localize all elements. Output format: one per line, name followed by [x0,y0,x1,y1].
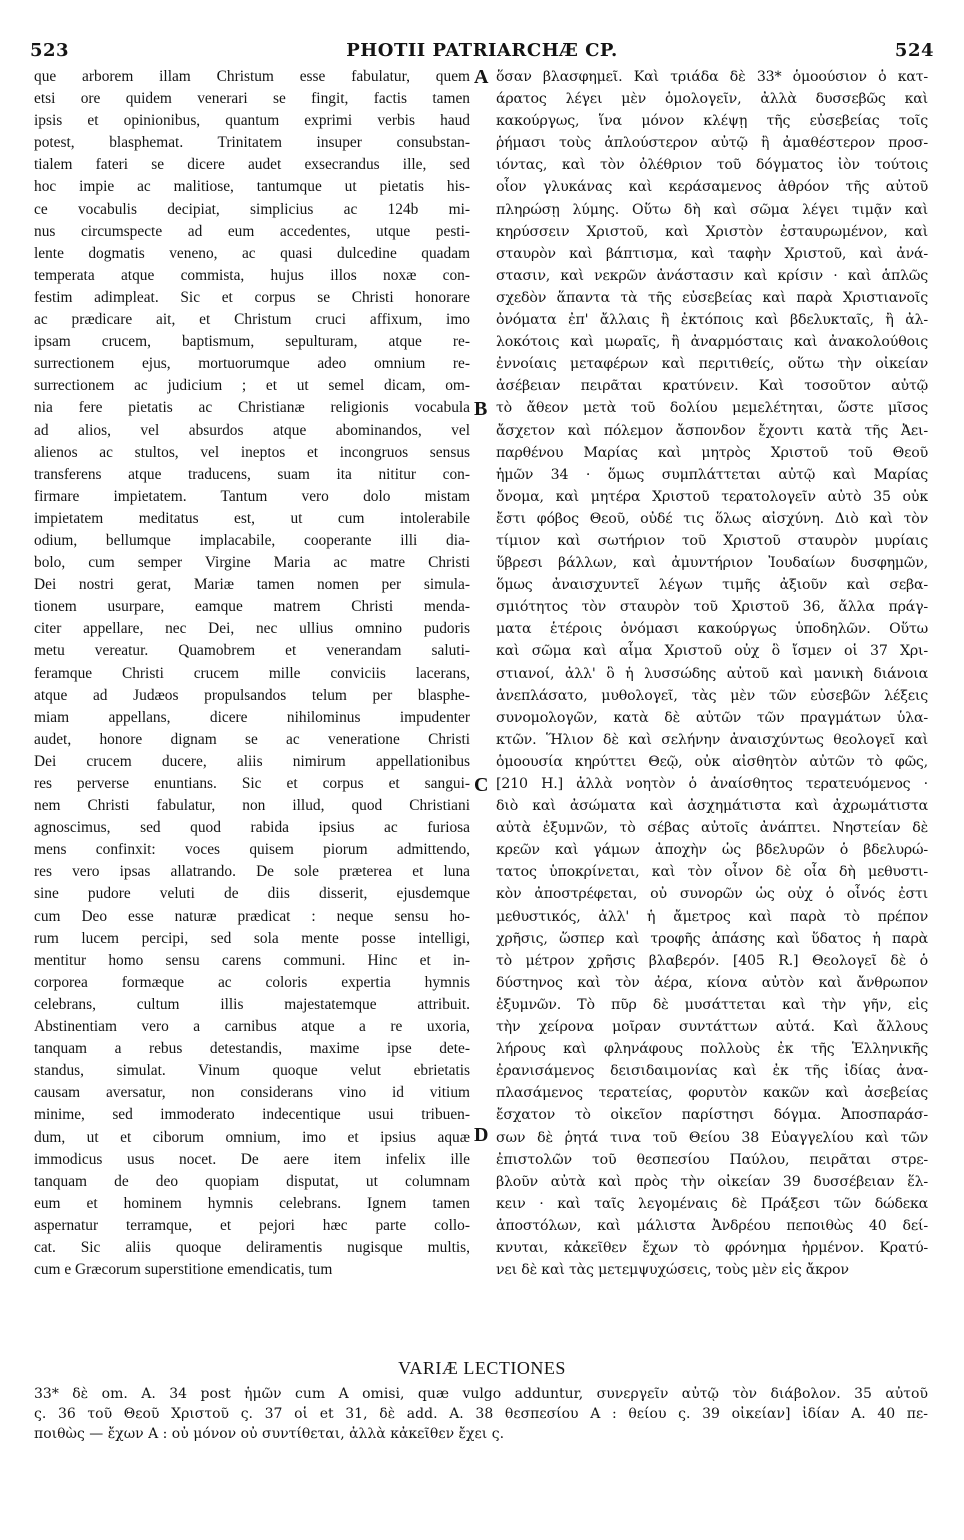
latin-text-line: surrectionem ac judicium ; et ut semel dicam, om- [34,377,470,395]
latin-text-line: etsi ore quidem venerari se fingit, factis tamen [34,90,470,108]
greek-text-line: τατος ὑποκρίνεται, καὶ τὸν οἶνον δὲ οἷα δὴ μεθυστι- [496,864,928,881]
page-number-left: 523 [30,40,70,61]
greek-text-line: σων δὲ ῥητά τινα τοῦ Θείου 38 Εὐαγγελίου καὶ τῶν [496,1129,928,1146]
latin-text-line: celebrans, cultum illis majestatemque attribuit. [34,995,470,1013]
latin-text-line: cat. Sic aliis quoque deliramentis nugisque multis, [34,1238,470,1256]
latin-text-line: minime, sed immoderato indecentique usui tribuen- [34,1106,470,1124]
latin-text-line: cum e Græcorum superstitione emendicatis, tum [34,1261,333,1279]
greek-text-line: ματα ἑτέροις ὀνόμασι κακούργως ὑποδηλῶν. Οὕτω [496,621,928,638]
greek-text-line: καὶ σῶμα καὶ αἷμα Χριστοῦ οὐχ ὃ ἴσμεν οἱ 37 Χρι- [496,643,928,660]
latin-text-line: potest, blasphemat. Trinitatem insuper consubstan- [34,134,470,152]
running-title: PHOTII PATRIARCHÆ CP. [346,40,618,61]
greek-text-line: [210 H.] ἀλλὰ νοητὸν ὁ ἀναίσθητος τερατευόμενος · [496,776,928,792]
latin-text-line: audet, honore dignam se ac veneratione Christi [34,730,470,748]
greek-text-line: τὸ μέτρον χρῆσις βλαβερόν. [405 R.] Θεολογεῖ δὲ ὁ [496,952,928,969]
greek-text-line: ἐξυμνῶν. Τὸ πῦρ δὲ μυσάττεται καὶ τὴν γῆν, εἰς [496,996,928,1013]
latin-text-line: transferens atque traducens, suam ita nititur con- [34,465,470,483]
greek-text-line: λοκότοις καὶ μωραῖς, ἢ ἀναρμόσταις καὶ ἀνακολούθοις [496,334,928,351]
greek-text-line: κὸν ἀποστρέφεται, οὐ συνορῶν ὡς οὐχ ὁ οἶνός ἐστι [496,886,928,903]
page-number-right: 524 [894,40,934,61]
greek-text-line: ῥήμασι τοὺς ἁπλούστερον αὐτῷ ἢ ἀμαθέστερον προσ- [496,135,928,152]
greek-text-line: τὸ ἄθεον μετὰ τοῦ δολίου μεμελέτηται, ὥστε μῖσος [496,400,928,417]
latin-text-line: aspernatur terramque, et pejori hæc parte collo- [34,1216,470,1234]
latin-text-line: tanquam a rebus detestandis, maxime ipse dete- [34,1040,470,1058]
latin-text-line: alienos ac stultos, vel ineptos et incongruos sensus [34,443,470,461]
latin-text-line: impietatem meditatus est, ut cum intolerabile [34,509,470,527]
latin-text-line: bolo, cum semper Virgine Maria ac matre Christi [34,554,470,572]
latin-text-line: cum Deo esse naturæ prædicat : neque sensu ho- [34,907,470,925]
greek-text-line: κτῶν. Ἥλιον δὲ καὶ σελήνην ἀναισχύντως θεολογεῖ καὶ [496,731,928,748]
latin-text-line: metu vereatur. Quamobrem et venerandam saluti- [34,642,470,660]
latin-text-line: ac prædicare ait, et Christum cruci affixum, imo [34,311,470,329]
latin-text-line: sine pudore veluti de diis disserit, ejusdemque [34,885,470,903]
latin-text-line: mentitur homo sensu carens communi. Hinc et in- [34,951,470,969]
variant-note-line: ποιθὼς — ἔχων A : οὐ μόνον οὐ συντίθεται, ἀλλὰ κἀκεῖθεν ἔχει ς. [34,1426,505,1442]
latin-text-line: causam aversatur, non considerans vino id vitium [34,1084,470,1102]
variae-lectiones-notes [34,1384,928,1444]
latin-text-line: firmare impietatem. Tantum vero dolo mistam [34,487,470,505]
latin-text-line: temperata atque commista, hujus illos noxæ con- [34,266,470,284]
greek-text-line: τὴν χείρονα μοῖραν συντάττων αὐτά. Καὶ ἄλλους [496,1019,928,1036]
latin-text-line: res perverse enuntians. Sic et corpus et sangui- [34,775,470,792]
greek-text-line: ὅσαν βλασφημεῖ. Καὶ τριάδα δὲ 33* ὁμοούσιον ὁ κατ- [496,69,928,85]
greek-text-line: στασιν, καὶ νεκρῶν ἀνάστασιν καὶ κρίσιν · καὶ ἁπλῶς [496,267,928,284]
latin-text-line: nus circumspecte ad eum accedentes, utque pesti- [34,222,470,240]
latin-text-line: immodicus usus nocet. De aere item infelix ille [34,1150,470,1168]
greek-text-line: ὕβρεσι βάλλων, καὶ ἀμυντήριον Ἰουδαίων δυσφημῶν, [496,555,928,572]
latin-text-line: surrectionem ejus, mortuorumque adeo omnium re- [34,355,470,373]
greek-text-line: στιανοί, ἀλλ' ὃ ἡ λυσσώδης αὐτοῦ καὶ μανικὴ διάνοια [496,665,928,682]
greek-text-line: κακούργως, ἵνα μόνον κλέψῃ τῆς εὐσεβείας τοῖς [496,113,928,130]
greek-text-line: διὸ καὶ ἀσώματα καὶ ἀσχημάτιστα καὶ ἀχρωμάτιστα [496,798,928,815]
latin-text-line: ce vocabulis decipiat, simplicius ac 124b mi- [34,200,470,218]
running-header [30,40,934,64]
section-marker-a: A [474,66,489,88]
greek-text-line: ἀσέβειαν πειρᾶται κρατύνειν. Καὶ τοσοῦτον αὐτῷ [496,378,928,395]
latin-text-line: hoc impie ac malitiose, tantumque ut pietatis his- [34,178,470,196]
greek-text-line: ἀποστόλων, καὶ μάλιστα Ἀνδρέου πεποιθὼς 40 δεί- [496,1217,928,1234]
latin-text-line: tanquam de deo quopiam disputat, ut columnam [34,1172,470,1190]
greek-text-line: κρεῶν καὶ γάμων ἀποχὴν ὡς βδελυρῶν ὁ βδελυρώ- [496,842,928,859]
latin-text-line: eum et hominem hymnis celebrans. Ignem tamen [34,1194,470,1212]
latin-text-line: Dei crucem ducere, aliis nimirum appellationibus [34,752,470,770]
greek-text-line: ἐννοίαις μεταφέρων καὶ περιτιθείς, οὕτω τὴν οἰκείαν [496,356,928,373]
latin-text-line: feramque Christi crucem mille conviciis lacerans, [34,664,470,682]
greek-text-line: ὅμως ἀναισχυντεῖ λέγων τιμῆς ἀξιοῦν καὶ σεβα- [496,577,928,594]
latin-text-line: citer appellare, nec Dei, nec ullius omnino pudoris [34,620,470,638]
latin-text-line: standus, simulat. Vinum quoque velut ebrietatis [34,1062,470,1080]
latin-text-line: agnoscimus, sed quod rabida ipsius ac furiosa [34,819,470,837]
latin-text-line: odium, bellumque implacabile, cooperante illi dia- [34,531,470,549]
latin-text-line: que arborem illam Christum esse fabulatur, quem [34,68,470,85]
greek-text-line: μεθυστικός, ἀλλ' ἡ ἄμετρος καὶ παρὰ τὸ πρέπον [496,908,928,925]
greek-text-line: άρατος λέγει μὲν ὁμολογεῖν, ἀλλὰ δυσσεβῶς καὶ [496,91,928,108]
latin-text-line: rum lucem percipi, sed sola mente posse intelligi, [34,929,470,947]
greek-text-line: νει δὲ καὶ τὰς μετεμψυχώσεις, τοὺς μὲν εἰς ἄκρον [496,1262,849,1279]
greek-text-line: κειν · καὶ ταῖς λεγομέναις δὲ Πράξεσι τῶν δώδεκα [496,1195,928,1212]
variant-note-line: ς. 36 τοῦ Θεοῦ Χριστοῦ ς. 37 οἱ et 31, δὲ add. A. 38 θεσπεσίου A : θείου ς. 39 οἰκείαν] ἰδίαν A. 40 πε- [34,1406,928,1422]
latin-text-line: nia fere pietatis ac Christianæ religionis vocabula [34,399,470,417]
latin-text-line: festim adimpleat. Sic et corpus se Christi honorare [34,288,470,306]
section-marker-d: D [474,1124,489,1146]
greek-text-line: κηρύσσειν Χριστοῦ, καὶ Χριστὸν ἐσταυρωμένον, καὶ [496,223,928,240]
greek-text-line: σμιότητος τὸν σταυρὸν τοῦ Χριστοῦ 36, ἄλλα πράγ- [496,599,928,616]
latin-text-line: tionem usurpare, eamque matrem Christi menda- [34,598,470,616]
greek-text-line: ἔστι φόβος Θεοῦ, οὐδέ τις ὅλως αἰσχύνη. Διὸ καὶ τὸν [496,510,928,527]
greek-text-line: οἷον γλυκάνας καὶ κεράσαμενος ἀθρόον τῆς αὐτοῦ [496,179,928,196]
latin-text-line: nem Christi fabulatur, non illud, quod Christiani [34,797,470,815]
latin-text-line: Dei nostri gerat, Mariæ tamen nomen per simula- [34,576,470,594]
greek-text-line: ὁμοουσία κηρύττει Θεῷ, οὐκ αἰσθητὸν αὐτῶν τὸ φῶς, [496,753,928,770]
greek-column [496,66,928,1356]
latin-text-line: corporea formæque ac coloris expertia hymnis [34,973,470,991]
latin-text-line: lente dogmatis veneno, ac quasi dulcedine quadam [34,244,470,262]
latin-text-line: res vero ipsas allatrando. De sole præterea et luna [34,863,470,881]
greek-text-line: δύστηνος καὶ τὸν ἀέρα, κίονα αὐτὸν καὶ ἄνθρωπον [496,974,928,991]
greek-text-line: τίμιον καὶ σωτήριον τοῦ Χριστοῦ σταυρὸν μυρίαις [496,532,928,549]
greek-text-line: ἔσχατον τὸ οἰκεῖον παρίστησι δόγμα. Ἀποσπαράσ- [496,1107,928,1124]
section-marker-b: B [474,398,488,420]
greek-text-line: αὐτὰ ἐξυμνῶν, τὸ σέβας αὐτοῖς ἀνάπτει. Νηστείαν δὲ [496,820,928,837]
greek-text-line: βλοῦν αὐτὰ καὶ πρὸς τὴν οἰκείαν 39 δυσσέβειαν ἕλ- [496,1173,928,1190]
latin-text-line: dum, ut et ciborum omnium, imo et ipsius aquæ [34,1128,470,1146]
variant-note-line: 33* δὲ om. A. 34 post ἡμῶν cum A omisi, quæ vulgo adduntur, συνεργεῖν αὐτῷ τὸν διάβολον. 35 αὐτοῦ [34,1386,928,1402]
greek-text-line: λήρους καὶ φληνάφους πολλοὺς ἐκ τῆς Ἑλληνικῆς [496,1041,928,1058]
greek-text-line: ὀνόματα ἐπ' ἄλλαις ἢ ἐκτόποις καὶ βδελυκταῖς, ἢ ἀλ- [496,312,928,329]
greek-text-line: χρῆσις, ὥσπερ καὶ τροφῆς ἁπάσης καὶ ὕδατος ἡ παρὰ [496,930,928,947]
greek-text-line: σταυρὸν καὶ βάπτισμα, καὶ ταφὴν Χριστοῦ, καὶ ἀνά- [496,245,928,262]
greek-text-line: ἐρανισάμενος δεισιδαιμονίας καὶ ἐκ τῆς ἰδίας ἀνα- [496,1063,928,1080]
greek-text-line: πλασάμενος τερατείας, φορυτὸν κακῶν καὶ ἀσεβείας [496,1085,928,1102]
variae-lectiones-heading: VARIÆ LECTIONES [398,1358,566,1378]
latin-text-line: Abstinentiam vero a carnibus atque a re uxoria, [34,1018,470,1036]
greek-text-line: ἐπιστολῶν τοῦ θεσπεσίου Παύλου, πειρᾶται στρε- [496,1151,928,1168]
latin-text-line: ad alios, vel absurdos atque abominandos, vel [34,421,470,439]
latin-text-line: mens confinxit: voces quisem piorum admittendo, [34,841,470,859]
greek-text-line: συνομολογῶν, κατὰ δὲ αὐτῶν τῶν πραγμάτων ὑλα- [496,709,928,726]
section-marker-c: C [474,774,489,796]
latin-text-line: ipsis et opinionibus, quantum exprimi verbis haud [34,112,470,130]
greek-text-line: κνυται, κἀκεῖθεν ἔχων τὸ φρόνημα ἠρμένον. Κρατύ- [496,1239,928,1256]
greek-text-line: ἡμῶν 34 · ὅμως συμπλάττεται αὐτῷ καὶ Μαρίας [496,466,928,483]
latin-text-line: tialem fateri se dicere audet exsecrandus ille, sed [34,156,470,174]
latin-text-line: atque ad Judæos propulsandos telum per blasphe- [34,686,470,704]
greek-text-line: ἄσχετον καὶ πόλεμον ἄσπονδον ἔχοντι κατὰ τῆς Ἀει- [496,422,928,439]
greek-text-line: ὄνομα, καὶ μητέρα Χριστοῦ τερατολογεῖν αὐτὸ 35 οὐκ [496,488,928,505]
greek-text-line: πληρώσῃ λύμης. Οὕτω δὴ καὶ σῶμα λέγει τιμᾷν καὶ [496,201,928,218]
greek-text-line: ιόντας, καὶ τὸν ὀλέθριον τοῦ δόγματος ἰὸν τούτοις [496,157,928,174]
greek-text-line: σχεδὸν ἅπαντα τὰ τῆς εὐσεβείας καὶ παρὰ Χριστιανοῖς [496,289,928,306]
greek-text-line: ἀνεπλάσατο, μυθολογεῖ, τὰς μὲν τῶν εὐσεβῶν λέξεις [496,687,928,704]
latin-text-line: ipsam crucem, baptismum, sepulturam, atque re- [34,333,470,351]
greek-text-line: παρθένου Μαρίας καὶ μητρὸς Χριστοῦ τοῦ Θεοῦ [496,444,928,461]
latin-column [34,66,470,1356]
latin-text-line: miam appellans, dicere nihilominus impudenter [34,708,470,726]
